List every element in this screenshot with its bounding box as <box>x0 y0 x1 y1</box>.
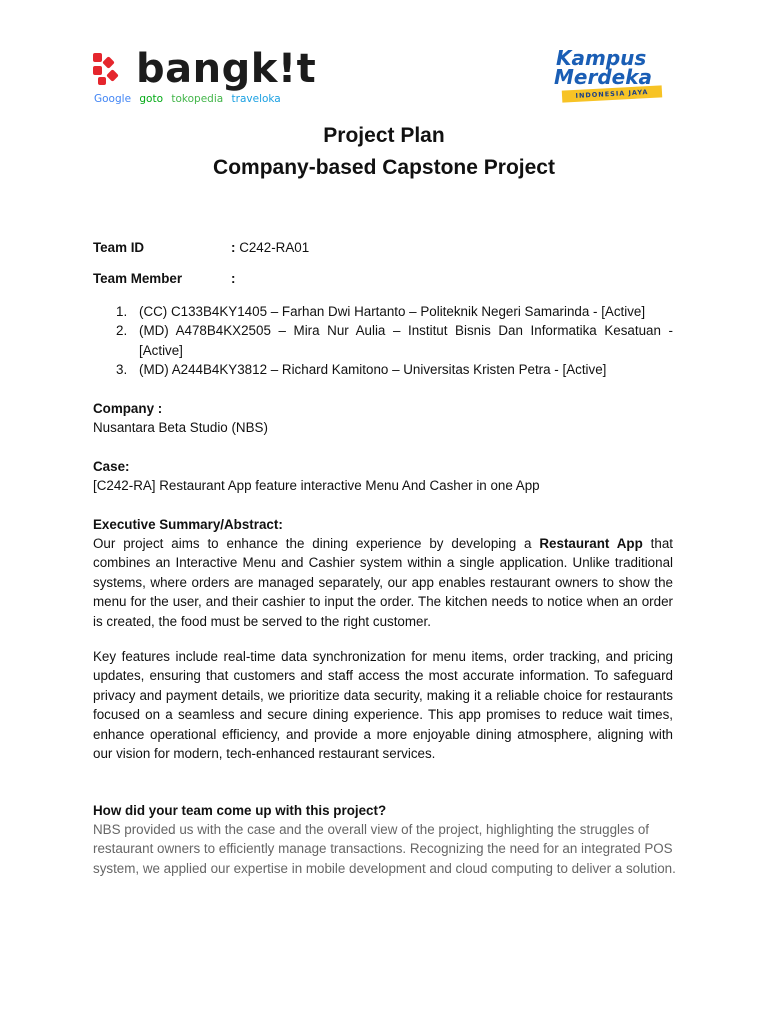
team-member-label: Team Member <box>93 271 183 286</box>
bangkit-wordmark: bangk!t <box>136 46 317 92</box>
bangkit-mark-icon <box>92 52 126 86</box>
kampus-logo-line2: Merdeka <box>554 65 653 89</box>
list-number: 1. <box>116 304 128 319</box>
partner-logos <box>94 93 286 105</box>
restaurant-app-emphasis: Restaurant App <box>539 536 643 551</box>
partner-goto: goto <box>139 93 164 105</box>
team-id-value: C242-RA01 <box>235 240 310 255</box>
team-member-list <box>93 302 673 380</box>
document-subtitle: Company-based Capstone Project <box>213 156 555 179</box>
partner-tokopedia: tokopedia <box>171 93 224 105</box>
document-title: Project Plan <box>323 124 445 147</box>
company-heading: Company : <box>93 401 163 416</box>
list-number: 3. <box>116 362 128 378</box>
team-member-text: (CC) C133B4KY1405 – Farhan Dwi Hartanto – Politeknik Negeri Samarinda - [Active] <box>139 304 646 319</box>
summary-paragraph-1: Our project aims to enhance the dining experience by developing a Restaurant App that combines an Interactive Menu and Cashier system within a single application. Unlike traditional systems, where orders are managed separately, our app enables restaurant owners to show the menu for the user, and their cashier to input the order. The kitchen needs to notice when an order is created, the food must be served to the right customer. <box>93 536 673 629</box>
list-number: 2. <box>116 323 128 339</box>
origin-paragraph: NBS provided us with the case and the overall view of the project, highlighting the struggles of restaurant owners to efficiently manage transactions. Recognizing the need for an integrated POS system, we applied our expertise in mobile development and cloud computing to deliver a solution. <box>93 822 676 876</box>
company-name: Nusantara Beta Studio (NBS) <box>93 420 268 435</box>
bangkit-logo <box>92 46 317 110</box>
team-id-value-row <box>231 240 309 255</box>
case-description: [C242-RA] Restaurant App feature interactive Menu And Casher in one App <box>93 478 540 493</box>
kampus-logo-line1: Kampus <box>556 46 647 70</box>
team-member-colon: : <box>231 271 236 286</box>
kampus-merdeka-logo <box>554 46 666 104</box>
team-id-label: Team ID <box>93 240 145 255</box>
team-member-text: (MD) A478B4KX2505 – Mira Nur Aulia – Institut Bisnis Dan Informatika Kesatuan - [Active] <box>139 323 673 358</box>
summary-paragraph-2: Key features include real-time data synchronization for menu items, order tracking, and pricing updates, ensuring that customers and staff access the most accurate information. To safeguard privacy and payment details, we prioritize data security, making it a reliable choice for restaurants focused on a seamless and secure dining experience. This app promises to reduce wait times, enhance operational efficiency, and provide a more enjoyable dining atmosphere, aligning with our vision for modern, tech-enhanced restaurant services. <box>93 649 673 762</box>
team-member-text: (MD) A244B4KY3812 – Richard Kamitono – Universitas Kristen Petra - [Active] <box>139 362 607 378</box>
team-member-item <box>93 302 673 321</box>
team-member-item <box>93 360 673 379</box>
summary-heading: Executive Summary/Abstract: <box>93 517 283 532</box>
team-id-colon: : <box>231 240 236 255</box>
kampus-logo-ribbon: INDONESIA JAYA <box>562 85 662 102</box>
origin-heading: How did your team come up with this project? <box>93 803 387 818</box>
partner-traveloka: traveloka <box>231 93 281 105</box>
team-member-item <box>93 321 673 360</box>
case-heading: Case: <box>93 459 130 474</box>
partner-google: Google <box>94 93 132 105</box>
